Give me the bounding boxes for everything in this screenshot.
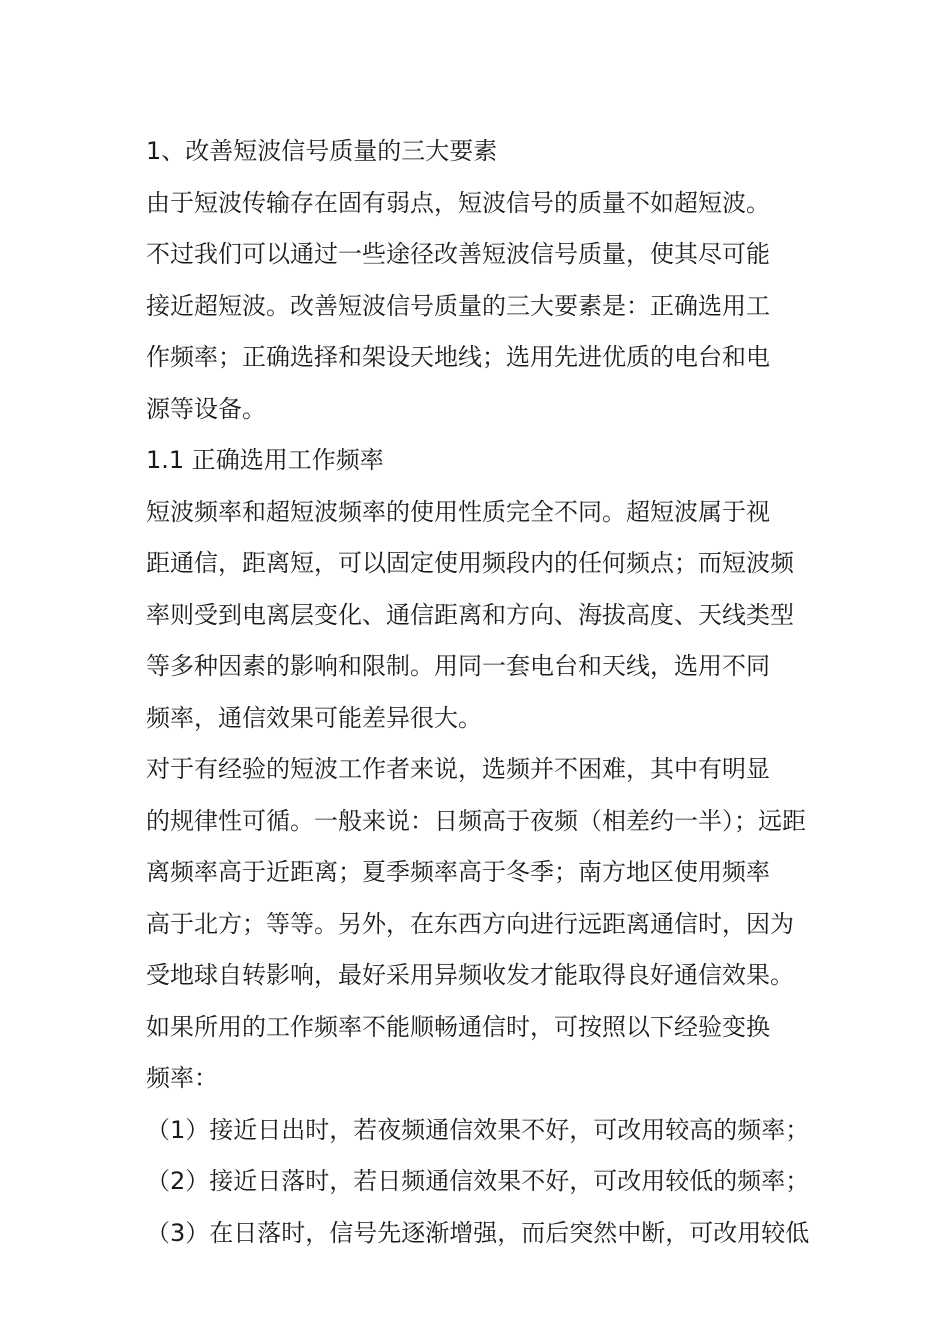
paragraph-line: 如果所用的工作频率不能顺畅通信时，可按照以下经验变换 [146,1012,770,1041]
document-body [146,126,826,1259]
paragraph-line: 频率，通信效果可能差异很大。 [146,703,482,732]
paragraph-line: 对于有经验的短波工作者来说，选频并不困难，其中有明显 [146,755,770,783]
paragraph-line: 短波频率和超短波频率的使用性质完全不同。超短波属于视 [146,497,770,526]
paragraph-line: 的规律性可循。一般来说：日频高于夜频（相差约一半）；远距 [146,806,806,835]
paragraph-line: 源等设备。 [146,394,266,423]
paragraph-line: 由于短波传输存在固有弱点，短波信号的质量不如超短波。 [146,188,770,217]
paragraph-line: 离频率高于近距离；夏季频率高于冬季；南方地区使用频率 [146,858,770,886]
paragraph-line: 距通信，距离短，可以固定使用频段内的任何频点；而短波频 [146,549,794,577]
list-item: （2）接近日落时，若日频通信效果不好，可改用较低的频率； [146,1167,810,1195]
section-heading: 1、改善短波信号质量的三大要素 [146,137,498,165]
paragraph-line: 接近超短波。改善短波信号质量的三大要素是：正确选用工 [146,291,770,320]
list-item: （3）在日落时，信号先逐渐增强，而后突然中断，可改用较低 [146,1218,810,1247]
paragraph-line: 率则受到电离层变化、通信距离和方向、海拔高度、天线类型 [146,600,794,629]
paragraph-line: 等多种因素的影响和限制。用同一套电台和天线，选用不同 [146,652,770,680]
list-item: （1）接近日出时，若夜频通信效果不好，可改用较高的频率； [146,1115,810,1144]
paragraph-line: 高于北方；等等。另外，在东西方向进行远距离通信时，因为 [146,909,794,938]
subsection-heading: 1.1 正确选用工作频率 [146,446,384,474]
paragraph-line: 频率： [146,1064,218,1092]
paragraph-line: 作频率；正确选择和架设天地线；选用先进优质的电台和电 [146,343,770,371]
paragraph-line: 不过我们可以通过一些途径改善短波信号质量，使其尽可能 [146,240,770,268]
paragraph-line: 受地球自转影响，最好采用异频收发才能取得良好通信效果。 [146,961,794,989]
